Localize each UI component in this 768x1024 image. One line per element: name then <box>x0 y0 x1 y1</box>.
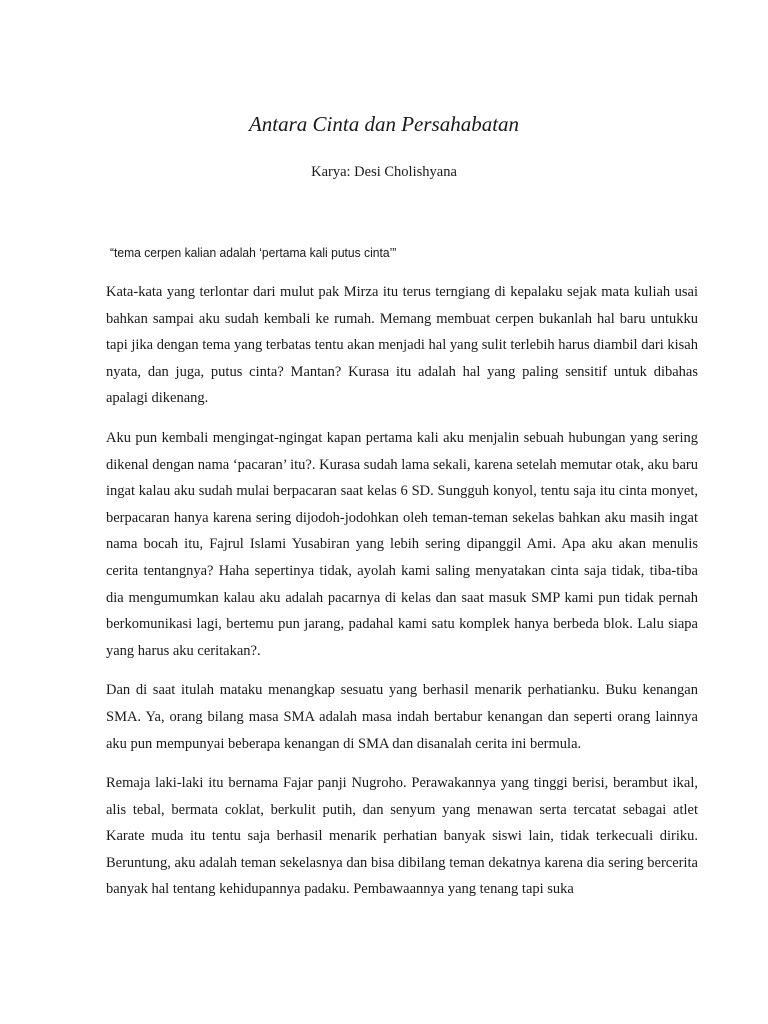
paragraph-4: Remaja laki-laki itu bernama Fajar panji Nugroho. Perawakannya yang tinggi berisi, berambut ikal, alis tebal, bermata coklat, berkulit putih, dan senyum yang menawan serta tercatat sebagai atlet Karate muda itu tentu saja berhasil menarik perhatian banyak siswi lain, tidak terkecuali diriku. Beruntung, aku adalah teman sekelasnya dan bisa dibilang teman dekatnya karena dia sering bercerita banyak hal tentang kehidupannya padaku. Pembawaannya yang tenang tapi suka <box>106 775 698 898</box>
author-line: Karya: Desi Cholishyana <box>311 164 457 180</box>
paragraph-2: Aku pun kembali mengingat-ngingat kapan pertama kali aku menjalin sebuah hubungan yang sering dikenal dengan nama ‘pacaran’ itu?. Kurasa sudah lama sekali, karena setelah memutar otak, aku baru ingat kalau aku sudah mulai berpacaran saat kelas 6 SD. Sungguh konyol, tentu saja itu cinta monyet, berpacaran hanya karena sering dijodoh-jodohkan oleh teman-teman sekelas bahkan aku masih ingat nama bocah itu, Fajrul Islami Yusabiran yang lebih sering dipanggil Ami. Apa aku akan menulis cerita tentangnya? Haha sepertinya tidak, ayolah kami saling menyatakan cinta saja tidak, tiba-tiba dia mengumumkan kalau aku adalah pacarnya di kelas dan saat masuk SMP kami pun tidak pernah berkomunikasi lagi, bertemu pun jarang, padahal kami satu komplek hanya berbeda blok. Lalu siapa yang harus aku ceritakan?. <box>106 429 698 659</box>
document-title: Antara Cinta dan Persahabatan <box>248 112 520 136</box>
opening-quote: “tema cerpen kalian adalah ‘pertama kali putus cinta’” <box>110 245 397 260</box>
story-body <box>106 279 698 916</box>
paragraph-1: Kata-kata yang terlontar dari mulut pak Mirza itu terus terngiang di kepalaku sejak mata kuliah usai bahkan sampai aku sudah kembali ke rumah. Memang membuat cerpen bukanlah hal baru untukku tapi jika dengan tema yang terbatas tentu akan menjadi hal yang sulit terlebih harus diambil dari kisah nyata, dan juga, putus cinta? Mantan? Kurasa itu adalah hal yang paling sensitif untuk dibahas apalagi dikenang. <box>106 284 698 407</box>
paragraph-3: Dan di saat itulah mataku menangkap sesuatu yang berhasil menarik perhatianku. Buku kenangan SMA. Ya, orang bilang masa SMA adalah masa indah bertabur kenangan dan seperti orang lainnya aku pun mempunyai beberapa kenangan di SMA dan disanalah cerita ini bermula. <box>106 682 698 752</box>
